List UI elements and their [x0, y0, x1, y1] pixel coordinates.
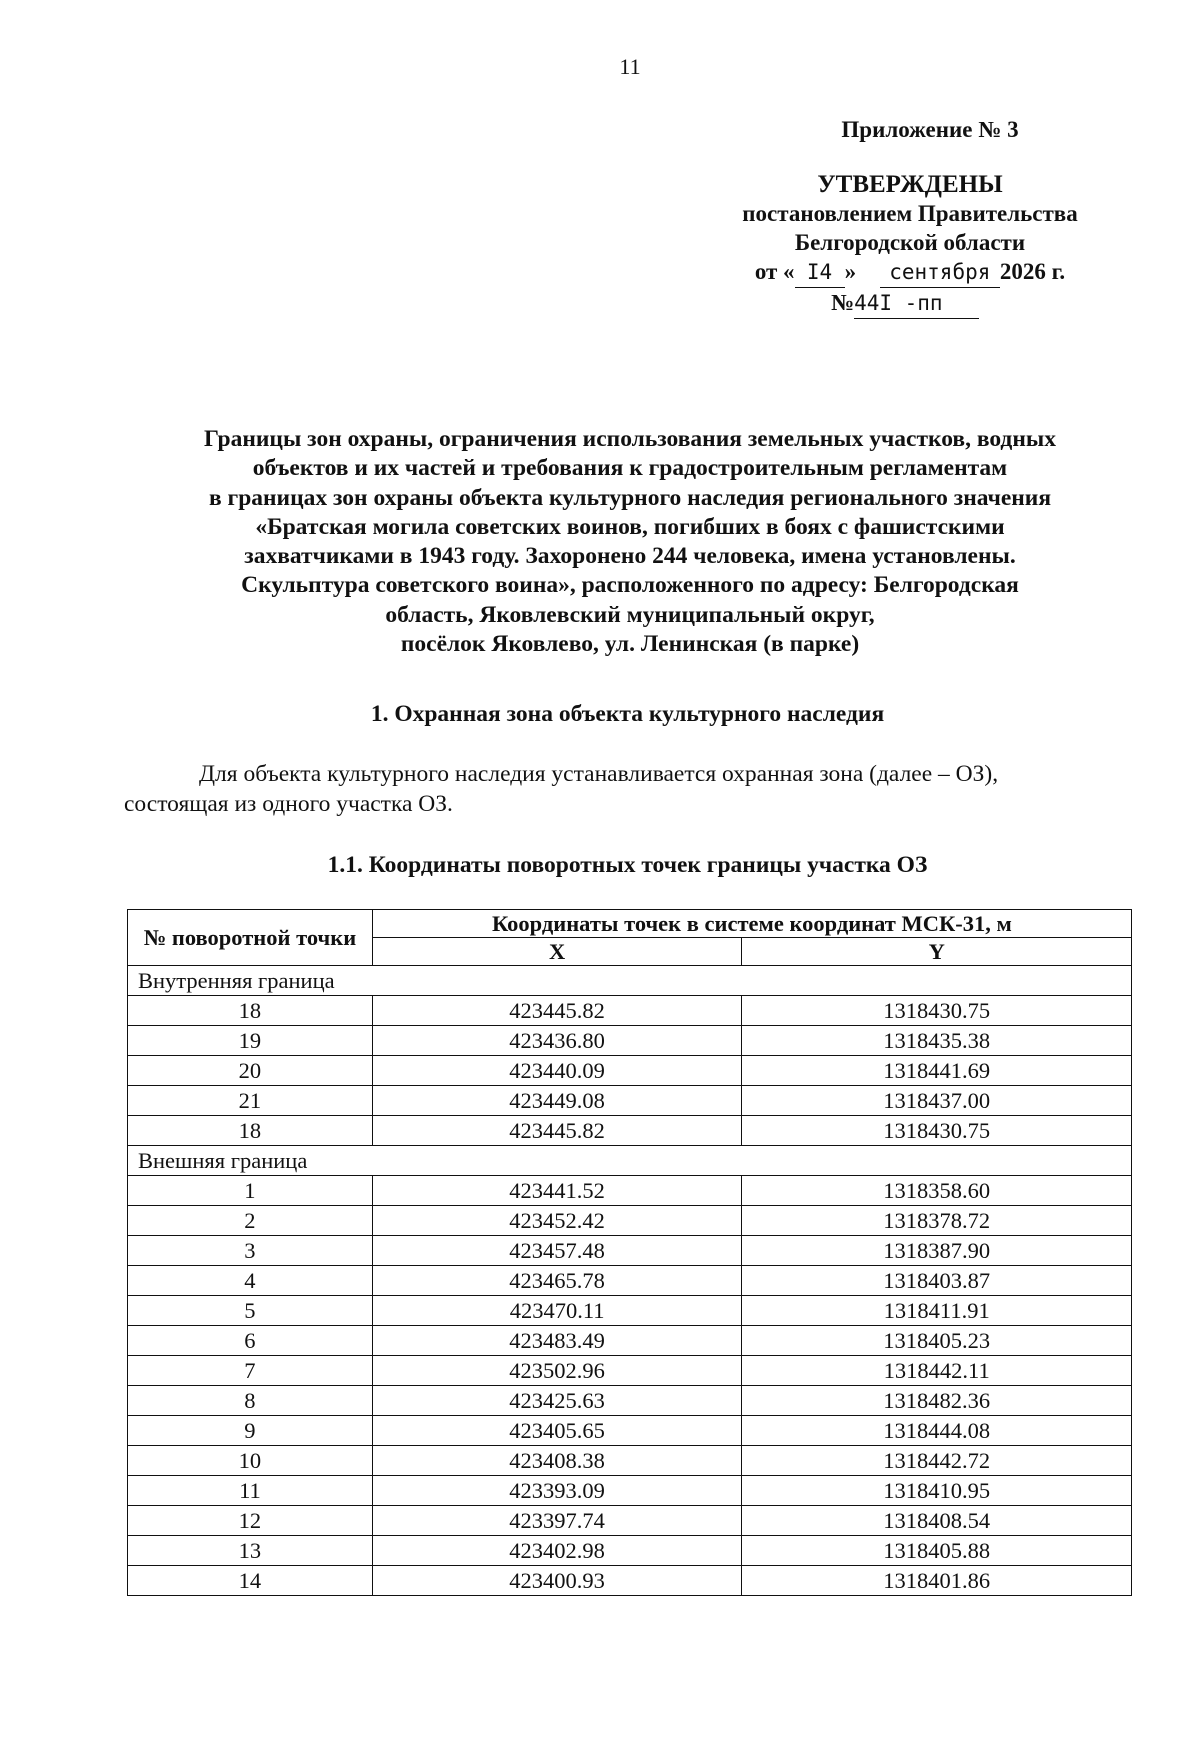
x-coordinate-cell: 423405.65: [372, 1416, 742, 1446]
table-row: [128, 1446, 1132, 1476]
point-number-cell: 13: [128, 1536, 373, 1566]
point-number-cell: 7: [128, 1356, 373, 1386]
point-number-cell: 3: [128, 1236, 373, 1266]
approval-number: [690, 288, 1120, 319]
approval-line-1: постановлением Правительства: [742, 201, 1078, 226]
table-row: [128, 1566, 1132, 1596]
coordinates-table: [127, 909, 1132, 1596]
y-coordinate-cell: 1318441.69: [742, 1056, 1132, 1086]
y-coordinate-cell: 1318435.38: [742, 1026, 1132, 1056]
table-row: [128, 1296, 1132, 1326]
y-coordinate-cell: 1318430.75: [742, 996, 1132, 1026]
approval-block: [700, 115, 1120, 319]
x-coordinate-cell: 423470.11: [372, 1296, 742, 1326]
point-number-cell: 19: [128, 1026, 373, 1056]
table-row: [128, 1176, 1132, 1206]
point-number-cell: 14: [128, 1566, 373, 1596]
header-coordinates: Координаты точек в системе координат МСК-31, м: [372, 910, 1131, 938]
page-number: 11: [619, 54, 641, 79]
table-row: [128, 1266, 1132, 1296]
x-coordinate-cell: 423445.82: [372, 996, 742, 1026]
x-coordinate-cell: 423402.98: [372, 1536, 742, 1566]
group-row: [128, 1146, 1132, 1176]
table-row: [128, 1206, 1132, 1236]
title-line: область, Яковлевский муниципальный округ,: [385, 601, 875, 628]
table-row: [128, 1236, 1132, 1266]
table-row: [128, 1026, 1132, 1056]
x-coordinate-cell: 423465.78: [372, 1266, 742, 1296]
appendix-label: Приложение № 3: [841, 117, 1019, 142]
x-coordinate-cell: 423445.82: [372, 1116, 742, 1146]
y-coordinate-cell: 1318442.72: [742, 1446, 1132, 1476]
table-row: [128, 1056, 1132, 1086]
table-row: [128, 1476, 1132, 1506]
point-number-cell: 21: [128, 1086, 373, 1116]
point-number-cell: 18: [128, 996, 373, 1026]
table-row: [128, 1506, 1132, 1536]
x-coordinate-cell: 423441.52: [372, 1176, 742, 1206]
y-coordinate-cell: 1318408.54: [742, 1506, 1132, 1536]
table-row: [128, 1326, 1132, 1356]
title-line: объектов и их частей и требования к градостроительным регламентам: [252, 455, 1008, 482]
y-coordinate-cell: 1318387.90: [742, 1236, 1132, 1266]
x-coordinate-cell: 423397.74: [372, 1506, 742, 1536]
y-coordinate-cell: 1318358.60: [742, 1176, 1132, 1206]
y-coordinate-cell: 1318403.87: [742, 1266, 1132, 1296]
date-prefix: от «: [754, 259, 795, 284]
table-row: [128, 996, 1132, 1026]
title-line: в границах зон охраны объекта культурного наследия регионального значения: [208, 484, 1052, 511]
x-coordinate-cell: 423452.42: [372, 1206, 742, 1236]
point-number-cell: 2: [128, 1206, 373, 1236]
date-mid: »: [844, 259, 857, 284]
section-1-heading: 1. Охранная зона объекта культурного наследия: [370, 701, 885, 727]
y-coordinate-cell: 1318411.91: [742, 1296, 1132, 1326]
point-number-cell: 9: [128, 1416, 373, 1446]
title-line: захватчиками в 1943 году. Захоронено 244 человека, имена установлены.: [244, 543, 1016, 570]
point-number-cell: 5: [128, 1296, 373, 1326]
date-year: 2026 г.: [999, 259, 1066, 284]
paragraph-line: Для объекта культурного наследия устанавливается охранная зона (далее – ОЗ),: [199, 761, 999, 787]
point-number-cell: 8: [128, 1386, 373, 1416]
approval-line-2: Белгородской области: [794, 230, 1026, 255]
table-row: [128, 1536, 1132, 1566]
date-month: сентября: [880, 258, 1000, 288]
point-number-cell: 10: [128, 1446, 373, 1476]
number-value: 44I -пп: [854, 289, 979, 319]
header-y: Y: [742, 938, 1132, 966]
point-number-cell: 18: [128, 1116, 373, 1146]
header-point-number: № поворотной точки: [128, 910, 373, 966]
y-coordinate-cell: 1318437.00: [742, 1086, 1132, 1116]
point-number-cell: 20: [128, 1056, 373, 1086]
approval-date: [700, 257, 1120, 288]
approved-label: УТВЕРЖДЕНЫ: [817, 171, 1003, 198]
section-1-1-heading: 1.1. Координаты поворотных точек границы участка ОЗ: [327, 852, 928, 878]
y-coordinate-cell: 1318444.08: [742, 1416, 1132, 1446]
title-line: посёлок Яковлево, ул. Ленинская (в парке): [400, 631, 860, 658]
point-number-cell: 4: [128, 1266, 373, 1296]
table-row: [128, 1116, 1132, 1146]
header-x: X: [372, 938, 742, 966]
x-coordinate-cell: 423483.49: [372, 1326, 742, 1356]
number-prefix: №: [830, 290, 855, 315]
y-coordinate-cell: 1318410.95: [742, 1476, 1132, 1506]
group-row: [128, 966, 1132, 996]
x-coordinate-cell: 423393.09: [372, 1476, 742, 1506]
section-1-paragraph: [124, 759, 1134, 819]
x-coordinate-cell: 423502.96: [372, 1356, 742, 1386]
table-row: [128, 1086, 1132, 1116]
title-line: Границы зон охраны, ограничения использования земельных участков, водных: [204, 426, 1056, 452]
x-coordinate-cell: 423457.48: [372, 1236, 742, 1266]
table-row: [128, 1416, 1132, 1446]
y-coordinate-cell: 1318405.23: [742, 1326, 1132, 1356]
title-line: «Братская могила советских воинов, погибших в боях с фашистскими: [255, 513, 1005, 540]
x-coordinate-cell: 423425.63: [372, 1386, 742, 1416]
x-coordinate-cell: 423436.80: [372, 1026, 742, 1056]
point-number-cell: 1: [128, 1176, 373, 1206]
x-coordinate-cell: 423408.38: [372, 1446, 742, 1476]
paragraph-line: состоящая из одного участка ОЗ.: [124, 791, 453, 817]
document-title: [110, 425, 1150, 659]
y-coordinate-cell: 1318401.86: [742, 1566, 1132, 1596]
point-number-cell: 11: [128, 1476, 373, 1506]
table-row: [128, 1356, 1132, 1386]
y-coordinate-cell: 1318430.75: [742, 1116, 1132, 1146]
x-coordinate-cell: 423449.08: [372, 1086, 742, 1116]
x-coordinate-cell: 423400.93: [372, 1566, 742, 1596]
y-coordinate-cell: 1318378.72: [742, 1206, 1132, 1236]
y-coordinate-cell: 1318405.88: [742, 1536, 1132, 1566]
date-day: I4: [795, 258, 845, 288]
group-label: Внешняя граница: [128, 1146, 1132, 1176]
y-coordinate-cell: 1318442.11: [742, 1356, 1132, 1386]
table-row: [128, 1386, 1132, 1416]
title-line: Скульптура советского воина», расположенного по адресу: Белгородская: [241, 572, 1019, 599]
point-number-cell: 12: [128, 1506, 373, 1536]
group-label: Внутренняя граница: [128, 966, 1132, 996]
y-coordinate-cell: 1318482.36: [742, 1386, 1132, 1416]
point-number-cell: 6: [128, 1326, 373, 1356]
coordinates-table-body: [128, 966, 1132, 1596]
x-coordinate-cell: 423440.09: [372, 1056, 742, 1086]
